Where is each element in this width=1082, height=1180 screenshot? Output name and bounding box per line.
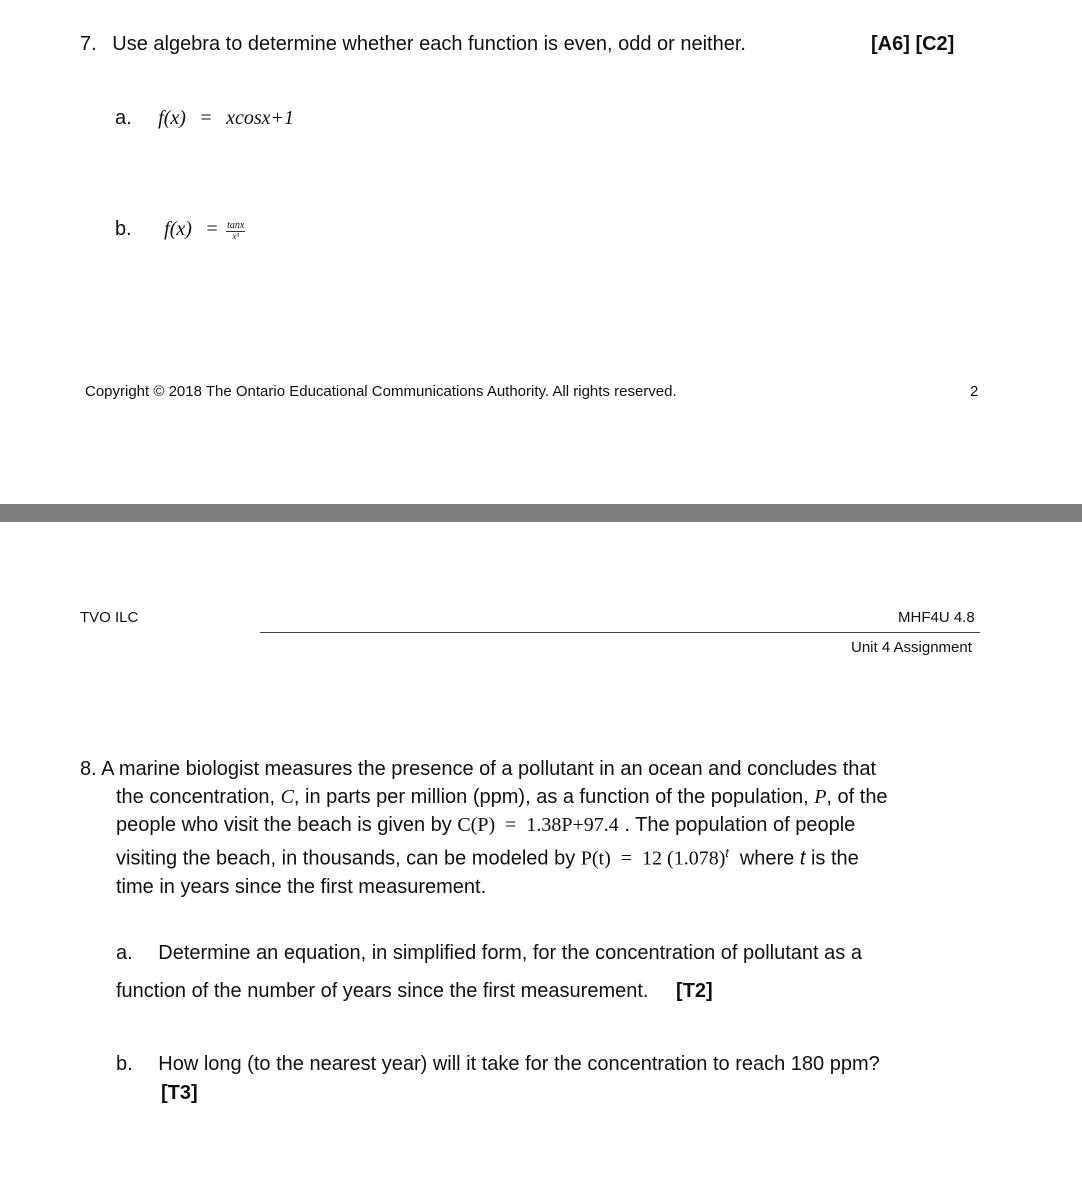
q8-var-t: t bbox=[799, 847, 806, 870]
header-course-code: MHF4U 4.8 bbox=[898, 609, 975, 626]
q8-text-2b: , in parts per million (ppm), as a function of the population, bbox=[293, 786, 815, 808]
header-left: TVO ILC bbox=[80, 609, 139, 626]
q8b-label: b. bbox=[116, 1053, 133, 1075]
q7b-eq: = bbox=[206, 218, 218, 240]
footer-copyright: Copyright © 2018 The Ontario Educational Communications Authority. All rights reserved. bbox=[85, 383, 677, 400]
q8-text-3b: . The population of people bbox=[618, 814, 856, 836]
q7-part-a bbox=[115, 107, 294, 130]
q8-eq-concentration: C(P) = 1.38P+97.4 bbox=[457, 814, 619, 836]
q8-text-3a: people who visit the beach is given by bbox=[116, 814, 458, 836]
q7a-rhs: xcosx+1 bbox=[226, 107, 295, 129]
q8-text-4a: visiting the beach, in thousands, can be modeled by bbox=[116, 847, 581, 870]
q7b-fraction bbox=[226, 221, 245, 241]
q7-part-b bbox=[115, 218, 245, 241]
q8-text-1: A marine biologist measures the presence of a pollutant in an ocean and concludes that bbox=[101, 758, 877, 780]
q7-prompt: Use algebra to determine whether each function is even, odd or neither. bbox=[112, 33, 746, 55]
q8a-text-1: Determine an equation, in simplified form, for the concentration of pollutant as a bbox=[158, 942, 862, 964]
q8-text-4b: where bbox=[728, 847, 800, 870]
q8b-text-1: How long (to the nearest year) will it take for the concentration to reach 180 ppm? bbox=[158, 1053, 880, 1075]
page-separator bbox=[0, 504, 1082, 522]
q7b-numerator: tanx bbox=[227, 219, 245, 231]
q7a-label: a. bbox=[115, 107, 132, 129]
q8b-code: [T3] bbox=[161, 1082, 198, 1104]
q7b-denominator: x³ bbox=[232, 230, 240, 241]
footer-page-number: 2 bbox=[970, 383, 979, 400]
q7b-label: b. bbox=[115, 218, 132, 240]
q7-heading bbox=[80, 33, 746, 56]
q8-part-b-line-1 bbox=[116, 1053, 880, 1076]
q8-body bbox=[80, 755, 980, 901]
q8-text-2c: , of the bbox=[826, 786, 888, 808]
q8a-code: [T2] bbox=[676, 980, 713, 1002]
q7b-lhs: f(x) bbox=[164, 218, 192, 240]
q8-eq-population: P(t) = 12 (1.078) bbox=[580, 847, 726, 870]
q8-line-4 bbox=[80, 839, 980, 873]
q8-line-2 bbox=[80, 783, 980, 811]
q8-var-c: C bbox=[280, 786, 294, 808]
header-unit: Unit 4 Assignment bbox=[851, 639, 972, 656]
q7-number: 7. bbox=[80, 33, 97, 55]
q8-text-4c: is the bbox=[805, 847, 859, 870]
q8-line-1 bbox=[80, 758, 876, 780]
q7a-lhs: f(x) bbox=[158, 107, 186, 129]
q7a-eq: = bbox=[200, 107, 212, 129]
q8-eq-exponent: t bbox=[725, 846, 729, 860]
q8-text-2a: the concentration, bbox=[116, 786, 281, 808]
q8-line-3 bbox=[80, 811, 980, 839]
q8-number: 8. bbox=[80, 758, 97, 780]
q8-part-a-line-1 bbox=[116, 942, 862, 965]
q8-line-5: time in years since the first measurement. bbox=[116, 875, 487, 898]
header-rule bbox=[260, 632, 980, 633]
q8-var-p: P bbox=[814, 786, 827, 808]
q8a-text-2: function of the number of years since the first measurement. bbox=[116, 980, 649, 1002]
q7-codes: [A6] [C2] bbox=[871, 33, 955, 55]
q8a-label: a. bbox=[116, 942, 133, 964]
q8-part-a-line-2 bbox=[116, 980, 713, 1003]
